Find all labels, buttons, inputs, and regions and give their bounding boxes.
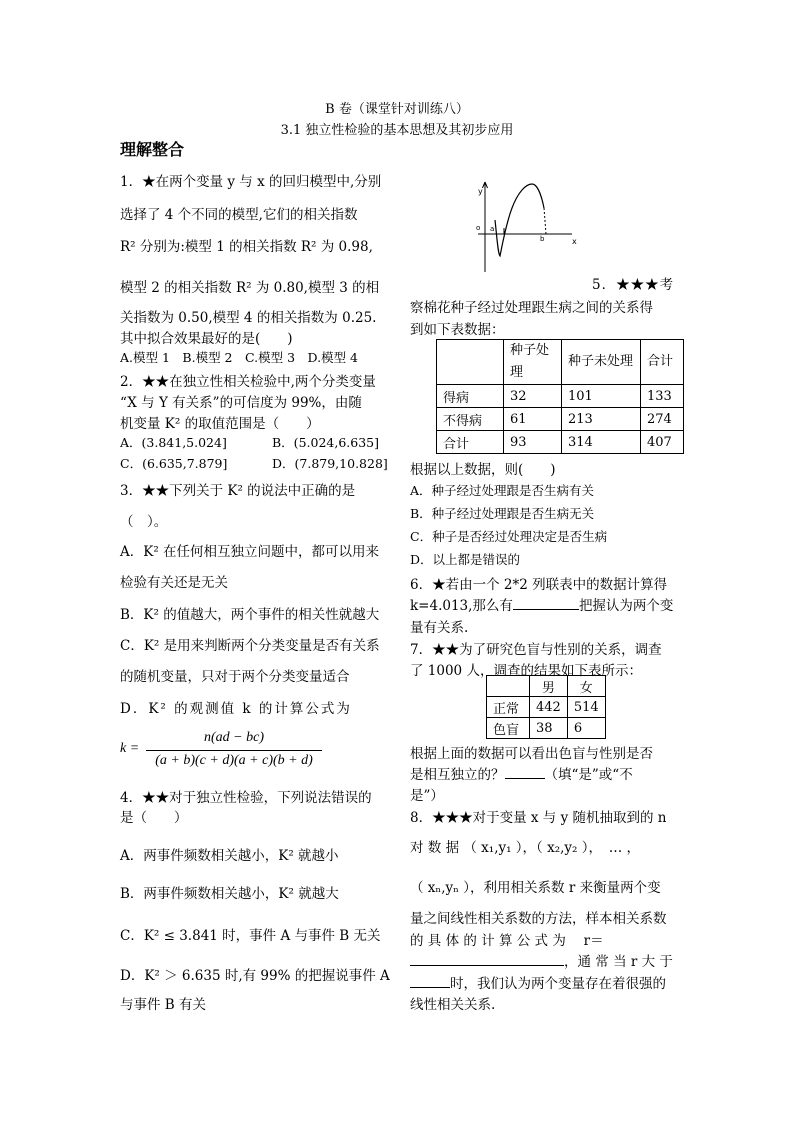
curve: [495, 184, 544, 256]
table-cell: 32: [504, 385, 562, 408]
graph-x-label: x: [572, 237, 577, 246]
table-cell: 407: [641, 431, 684, 454]
formula-numerator: n(ad − bc): [204, 730, 264, 745]
q2-option-c: C．(6.635,7.879]: [120, 456, 228, 471]
table-cell: 正常: [487, 697, 530, 718]
q8-line-7-b: 时，我们认为两个变量存在着很强的: [450, 976, 666, 992]
table-cell: 93: [504, 431, 562, 454]
table-cell: 种子未处理: [562, 340, 641, 385]
table-cell: 514: [567, 697, 605, 718]
q8-threshold-blank[interactable]: [410, 975, 450, 988]
table-cell: 合计: [437, 431, 504, 454]
q5-option-b: B．种子经过处理跟是否生病无关: [410, 506, 595, 521]
q7-line-4-a: 是相互独立的？: [410, 767, 505, 783]
section-heading: 理解整合: [120, 140, 185, 159]
q4-line-1: 4．★★对于独立性检验，下列说法错误的: [120, 790, 372, 806]
q4-line-2: 是（ ）: [120, 810, 188, 826]
q7-line-2: 了 1000 人，调查的结果如下表所示：: [410, 663, 642, 679]
q1-line-2: 选择了 4 个不同的模型,它们的相关指数: [120, 207, 358, 223]
q6-line-2-b: 把握认为两个变: [578, 598, 674, 614]
q8-line-8: 线性相关关系.: [410, 997, 496, 1013]
q4-option-a: A．两事件频数相关越小，K² 就越小: [120, 848, 339, 864]
table-cell: [437, 340, 504, 385]
q7-answer-blank[interactable]: [505, 766, 545, 779]
q8-line-6-b: ，通 常 当 r 大 于: [564, 954, 673, 970]
formula-lhs: k =: [120, 741, 140, 756]
q7-line-3: 根据上面的数据可以看出色盲与性别是否: [410, 746, 653, 762]
q3-option-b: B．K² 的值越大，两个事件的相关性就越大: [120, 607, 380, 623]
table-row: [437, 431, 684, 454]
q7-line-5: 是”）: [410, 788, 444, 804]
q8-line-1: 8．★★★对于变量 x 与 y 随机抽取到的 n: [410, 810, 667, 826]
q2-option-d: D．(7.879,10.828]: [272, 456, 388, 471]
table-cell: 得病: [437, 385, 504, 408]
q8-line-2: 对 数 据 （ x₁,y₁ ），（ x₂,y₂ ）， … ，: [410, 840, 641, 856]
table-cell: 合计: [641, 340, 684, 385]
q5-line-1: 5．★★★考: [592, 277, 675, 293]
q8-line-3: （ xₙ,yₙ ），利用相关系数 r 来衡量两个变: [410, 880, 661, 896]
q7-table: [486, 675, 606, 739]
table-header-row: [487, 676, 606, 697]
q7-line-4: [410, 763, 633, 783]
table-row: [437, 385, 684, 408]
table-cell: 274: [641, 408, 684, 431]
table-cell: 6: [567, 718, 605, 739]
q5-line-2: 察棉花种子经过处理跟生病之间的关系得: [410, 300, 653, 316]
q7-line-1: 7．★★为了研究色盲与性别的关系，调查: [410, 642, 662, 658]
q6-line-2-a: k=4.013,那么有: [410, 598, 513, 614]
table-cell: 种子处理: [504, 340, 562, 385]
table-cell: 女: [567, 676, 605, 697]
q8-line-7: [410, 972, 666, 992]
q3-option-d: D．K² 的观测值 k 的计算公式为: [120, 701, 352, 717]
formula-denominator: (a + b)(c + d)(a + c)(b + d): [155, 753, 313, 768]
table-cell: 213: [562, 408, 641, 431]
q1-line-4: 模型 2 的相关指数 R² 为 0.80,模型 3 的相: [120, 280, 380, 296]
q6-line-1: 6．★若由一个 2*2 列联表中的数据计算得: [410, 577, 668, 593]
table-row: [437, 408, 684, 431]
q5-line-3: 到如下表数据：: [410, 322, 505, 338]
q3-option-a-1: A．K² 在任何相互独立问题中，都可以用来: [120, 544, 380, 560]
q5-option-c: C．种子是否经过处理决定是否生病: [410, 529, 608, 544]
table-cell: [487, 676, 530, 697]
q1-line-1: 1．★在两个变量 y 与 x 的回归模型中,分别: [120, 174, 382, 190]
page-subtitle: 3.1 独立性检验的基本思想及其初步应用: [280, 123, 514, 138]
q2-line-1: 2．★★在独立性相关检验中,两个分类变量: [120, 374, 376, 390]
q6-line-3: 量有关系.: [410, 620, 469, 636]
q2-option-a: A．(3.841,5.024]: [120, 435, 227, 450]
table-row: [487, 718, 606, 739]
q7-line-4-b: （填“是”或“不: [544, 767, 633, 783]
graph-origin-label: o: [476, 224, 481, 232]
table-cell: 不得病: [437, 408, 504, 431]
graph-y-label: y: [478, 187, 483, 196]
q8-line-4: 量之间线性相关系数的方法，样本相关系数: [410, 911, 667, 927]
q4-option-d-1: D．K² ＞ 6.635 时,有 99% 的把握说事件 A: [120, 968, 390, 984]
table-cell: 442: [530, 697, 568, 718]
q3-line-1: 3．★★下列关于 K² 的说法中正确的是: [120, 483, 356, 499]
q2-line-2: “X 与 Y 有关系”的可信度为 99%，由随: [120, 395, 362, 411]
q5-line-4: 根据以上数据，则( ): [410, 462, 556, 478]
q6-answer-blank[interactable]: [513, 597, 579, 610]
table-cell: 133: [641, 385, 684, 408]
q4-option-d-2: 与事件 B 有关: [120, 997, 207, 1013]
table-row: [487, 697, 606, 718]
table-cell: 101: [562, 385, 641, 408]
q4-option-b: B．两事件频数相关越小，K² 就越大: [120, 886, 339, 902]
q5-option-d: D．以上都是错误的: [410, 552, 521, 567]
formula-fraction-bar: [146, 750, 322, 751]
table-cell: 314: [562, 431, 641, 454]
q1-options: A.模型 1 B.模型 2 C.模型 3 D.模型 4: [120, 350, 359, 365]
q3-option-c-1: C．K² 是用来判断两个分类变量是否有关系: [120, 638, 380, 654]
q8-formula-blank[interactable]: [410, 953, 564, 966]
q8-line-6: [410, 950, 673, 970]
q5-option-a: A．种子经过处理跟是否生病有关: [410, 483, 595, 498]
q1-line-5: 关指数为 0.50,模型 4 的相关指数为 0.25.: [120, 310, 377, 326]
q5-table: [436, 339, 684, 454]
graph-a-label: a: [490, 225, 495, 233]
table-cell: 色盲: [487, 718, 530, 739]
table-cell: 38: [530, 718, 568, 739]
q1-line-3: R² 分别为:模型 1 的相关指数 R² 为 0.98,: [120, 239, 373, 255]
q4-option-c: C．K² ≤ 3.841 时，事件 A 与事件 B 无关: [120, 928, 381, 944]
q2-line-3: 机变量 K² 的取值范围是（ ）: [120, 416, 320, 432]
graph-b-label: b: [540, 235, 545, 243]
q3-line-2: （ ）。: [120, 514, 168, 530]
q6-line-2: [410, 594, 673, 614]
curve-dashed-tail: [544, 208, 546, 234]
q2-option-b: B．(5.024,6.635]: [272, 435, 379, 450]
q3-option-a-2: 检验有关还是无关: [120, 575, 228, 591]
q3-option-c-2: 的随机变量，只对于两个分类变量适合: [120, 669, 350, 685]
table-cell: 61: [504, 408, 562, 431]
q8-line-5: 的 具 体 的 计 算 公 式 为 r＝: [410, 933, 604, 949]
table-header-row: [437, 340, 684, 385]
q1-line-6: 其中拟合效果最好的是( ): [120, 331, 293, 347]
function-graph: [468, 178, 588, 278]
table-cell: 男: [530, 676, 568, 697]
page-title: B 卷（课堂针对训练八）: [325, 102, 469, 117]
